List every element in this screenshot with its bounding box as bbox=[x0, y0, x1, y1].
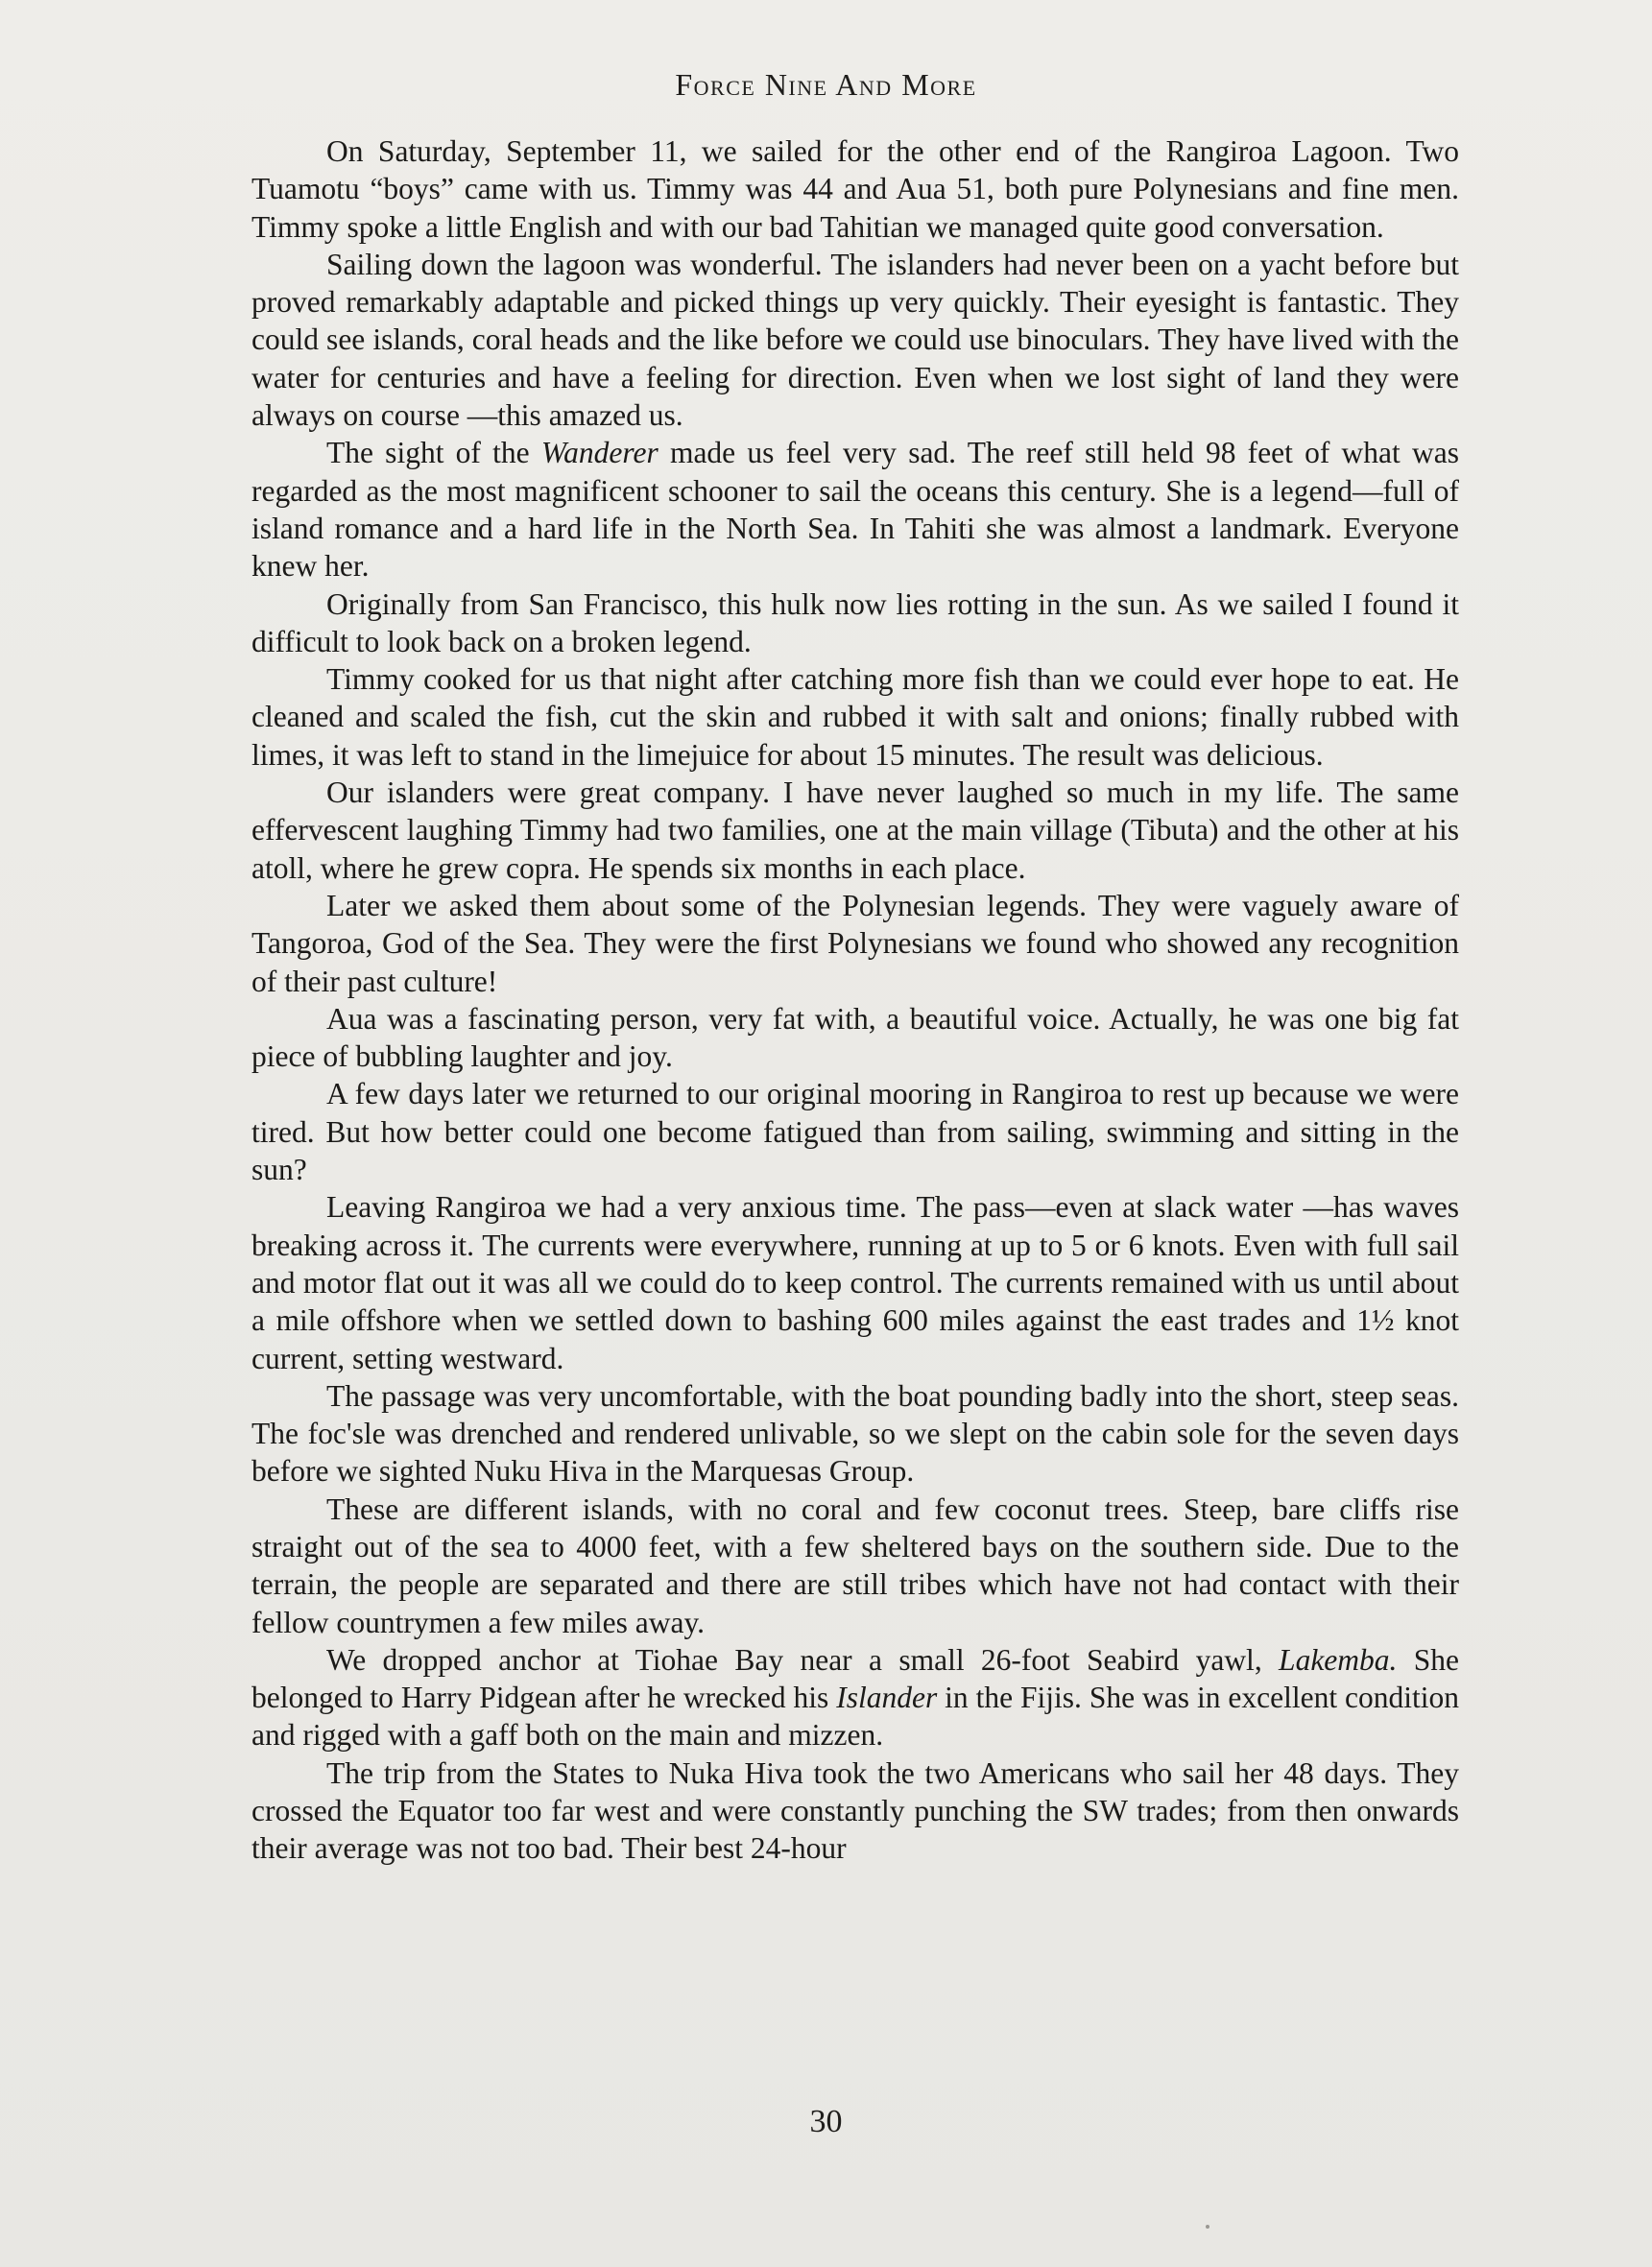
paragraph bbox=[251, 132, 1459, 246]
paper-speck bbox=[1206, 2225, 1209, 2229]
page-number: 30 bbox=[809, 2104, 843, 2139]
paragraph bbox=[251, 585, 1459, 661]
text-run: Sailing down the lagoon was wonderful. The islanders had never been on a yacht before but proved remarkably adaptable and picked things up very quickly. Their eyesight is fantastic. They could see islands, coral heads and the like before we could use binoculars. They have lived with the water for centuries and have a feeling for direction. Even when we lost sight of land they were always on course —this amazed us. bbox=[251, 247, 1459, 433]
paragraph bbox=[251, 1075, 1459, 1188]
paragraph bbox=[251, 887, 1459, 1000]
text-run: We dropped anchor at Tiohae Bay near a small 26-foot Seabird yawl, bbox=[326, 1642, 1280, 1677]
text-run: made us feel very sad. The reef still held 98 feet of what was regarded as the most magnificent schooner to sail the oceans this century. She is a legend—full of island romance and a hard life in the North Sea. In Tahiti she was almost a landmark. Everyone knew her. bbox=[251, 436, 1459, 584]
body-text bbox=[251, 132, 1459, 1868]
paragraph bbox=[251, 434, 1459, 585]
paragraph bbox=[251, 774, 1459, 887]
italic-title: Wanderer bbox=[540, 436, 658, 470]
italic-title: Lakemba. bbox=[1279, 1642, 1398, 1677]
text-run: The trip from the States to Nuka Hiva took the two Americans who sail her 48 days. They crossed the Equator too far west and were constantly punching the SW trades; from then onwards their average was not too bad. Their best 24-hour bbox=[251, 1755, 1459, 1866]
text-run: She belonged to Harry Pidgean after he wrecked his bbox=[251, 1642, 1460, 1715]
italic-title: Islander bbox=[836, 1681, 938, 1715]
text-run: Originally from San Francisco, this hulk now lies rotting in the sun. As we sailed I found it difficult to look back on a broken legend. bbox=[251, 586, 1459, 658]
paragraph bbox=[251, 1377, 1459, 1491]
text-run: A few days later we returned to our original mooring in Rangiroa to rest up because we were tired. But how better could one become fatigued than from sailing, swimming and sitting in the sun? bbox=[251, 1077, 1459, 1187]
text-run: These are different islands, with no coral and few coconut trees. Steep, bare cliffs rise straight out of the sea to 4000 feet, with a few sheltered bays on the southern side. Due to the terrain, the people are separated and there are still tribes which have not had contact with their fellow countrymen a few miles away. bbox=[251, 1491, 1459, 1639]
text-run: Aua was a fascinating person, very fat with, a beautiful voice. Actually, he was one big fat piece of bubbling laughter and joy. bbox=[251, 1001, 1459, 1074]
text-run: Leaving Rangiroa we had a very anxious time. The pass—even at slack water —has waves breaking across it. The currents were everywhere, running at up to 5 or 6 knots. Even with full sail and motor flat out it was all we could do to keep control. The currents remained with us until about a mile offshore when we settled down to bashing 600 miles against the east trades and 1½ knot current, setting westward. bbox=[251, 1190, 1459, 1375]
text-run: Timmy cooked for us that night after catching more fish than we could ever hope to eat. He cleaned and scaled the fish, cut the skin and rubbed it with salt and onions; finally rubbed with limes, it was left to stand in the limejuice for about 15 minutes. The result was delicious. bbox=[251, 662, 1459, 772]
text-run: The passage was very uncomfortable, with the boat pounding badly into the short, steep seas. The foc'sle was drenched and rendered unlivable, so we slept on the cabin sole for the seven days before we sighted Nuku Hiva in the Marquesas Group. bbox=[251, 1378, 1459, 1489]
text-run: in the Fijis. She was in excellent condition and rigged with a gaff both on the main and mizzen. bbox=[251, 1681, 1459, 1753]
text-run: Later we asked them about some of the Polynesian legends. They were vaguely aware of Tangoroa, God of the Sea. They were the first Polynesians we found who showed any recognition of their past culture! bbox=[251, 888, 1459, 998]
running-head: Force Nine And More bbox=[675, 67, 977, 102]
text-run: The sight of the bbox=[326, 436, 541, 470]
paragraph bbox=[251, 1641, 1459, 1754]
text-run: Our islanders were great company. I have never laughed so much in my life. The same effervescent laughing Timmy had two families, one at the main village (Tibuta) and the other at his atoll, where he grew copra. He spends six months in each place. bbox=[251, 776, 1459, 885]
paragraph bbox=[251, 1188, 1459, 1376]
paragraph bbox=[251, 1754, 1459, 1868]
paragraph bbox=[251, 660, 1459, 774]
paragraph bbox=[251, 1491, 1459, 1641]
paragraph bbox=[251, 246, 1459, 434]
text-run: On Saturday, September 11, we sailed for the other end of the Rangiroa Lagoon. Two Tuamotu “boys” came with us. Timmy was 44 and Aua 51, both pure Polynesians and fine men. Timmy spoke a little English and with our bad Tahitian we managed quite good conversation. bbox=[251, 134, 1459, 244]
paragraph bbox=[251, 1000, 1459, 1076]
